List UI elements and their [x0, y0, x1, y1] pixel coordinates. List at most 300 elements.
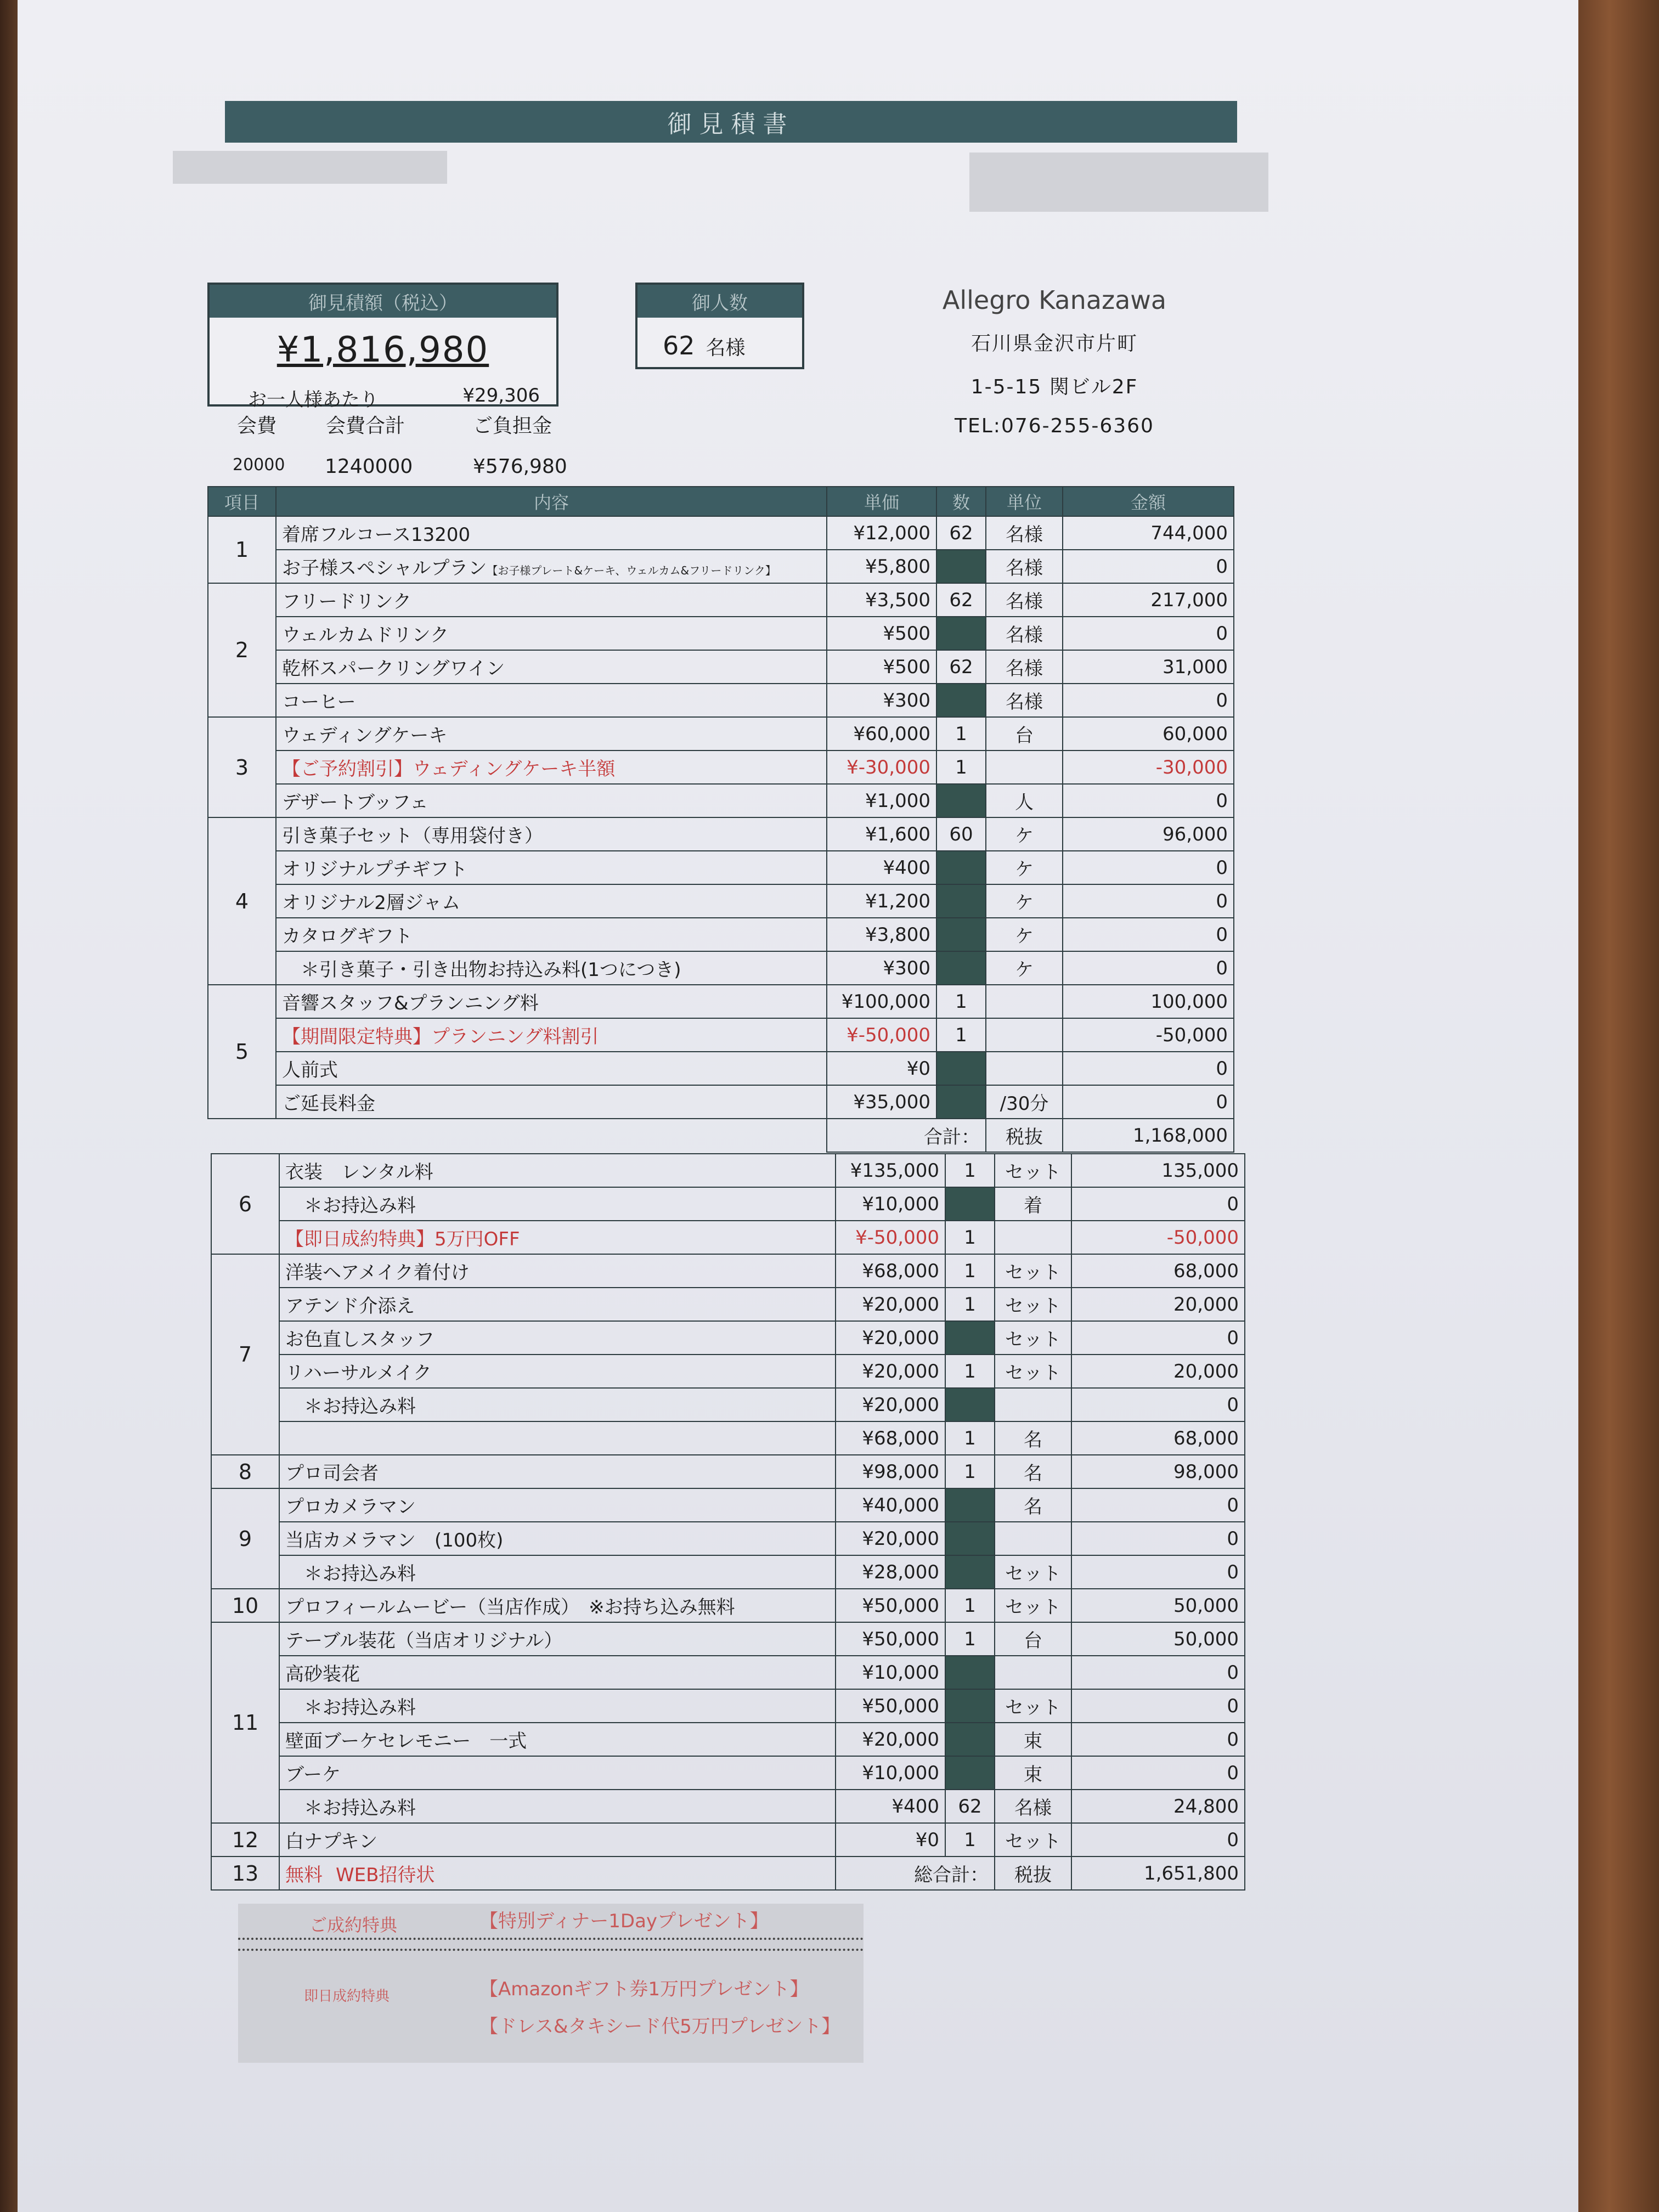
- table-row: [211, 1154, 1245, 1187]
- quantity: [945, 1723, 995, 1756]
- subtotal-value: 1,168,000: [1063, 1119, 1234, 1152]
- per-person-value: ¥29,306: [462, 385, 540, 407]
- guest-count-value: 62: [663, 331, 695, 360]
- quantity: 1: [945, 1589, 995, 1622]
- table-row: [211, 1388, 1245, 1421]
- item-name: [279, 1154, 836, 1187]
- company-address-1: 石川県金沢市片町: [970, 332, 1138, 355]
- unit: 束: [995, 1756, 1071, 1790]
- unit-price: ¥10,000: [836, 1756, 945, 1790]
- subtotal-label: 合計：: [827, 1119, 986, 1152]
- quantity: [945, 1756, 995, 1790]
- unit: 名様: [986, 516, 1063, 550]
- line-amount: 0: [1063, 550, 1234, 583]
- item-name-text: デザートブッフェ: [282, 792, 428, 814]
- item-name: [279, 1723, 836, 1756]
- unit-price: ¥20,000: [836, 1723, 945, 1756]
- item-name-text: ＊お持込み料: [285, 1396, 416, 1418]
- unit: ケ: [986, 817, 1063, 851]
- line-amount: 135,000: [1071, 1154, 1245, 1187]
- unit: セット: [995, 1321, 1071, 1355]
- line-amount: 0: [1071, 1187, 1245, 1221]
- item-name: [279, 1288, 836, 1321]
- table-row: [211, 1221, 1245, 1254]
- line-amount: 0: [1071, 1656, 1245, 1689]
- line-amount: 0: [1063, 918, 1234, 951]
- quantity: [936, 550, 986, 583]
- line-amount: 0: [1071, 1488, 1245, 1522]
- unit-price: ¥35,000: [827, 1085, 936, 1119]
- unit: 名様: [986, 583, 1063, 617]
- guest-count-unit: 名様: [706, 337, 746, 359]
- guest-count-box: [635, 283, 804, 369]
- item-name: [279, 1355, 836, 1388]
- divider-1: [238, 1938, 864, 1940]
- unit: [986, 751, 1063, 784]
- line-amount: 68,000: [1071, 1421, 1245, 1455]
- quantity: 1: [945, 1254, 995, 1288]
- quantity: [936, 784, 986, 817]
- company-address-2: 1-5-15 関ビル2F: [970, 376, 1138, 398]
- line-amount: 0: [1071, 1723, 1245, 1756]
- unit: [986, 1018, 1063, 1052]
- quantity: 62: [936, 650, 986, 684]
- unit-price: ¥500: [827, 650, 936, 684]
- item-name: [276, 918, 827, 951]
- unit: セット: [995, 1355, 1071, 1388]
- line-amount: -50,000: [1071, 1221, 1245, 1254]
- unit-price: ¥300: [827, 684, 936, 717]
- unit-price: ¥300: [827, 951, 936, 985]
- unit-price: ¥5,800: [827, 550, 936, 583]
- item-name-text: ウェディングケーキ: [282, 725, 448, 747]
- item-name-text: ウェルカムドリンク: [282, 624, 449, 646]
- company-tel: TEL:076-255-6360: [955, 415, 1154, 437]
- quantity: 1: [945, 1622, 995, 1656]
- quantity: [945, 1555, 995, 1589]
- quantity: [936, 884, 986, 918]
- quantity: 1: [945, 1421, 995, 1455]
- unit: ケ: [986, 918, 1063, 951]
- table-row: [211, 1823, 1245, 1857]
- line-amount: 0: [1063, 1052, 1234, 1085]
- line-amount: 0: [1063, 851, 1234, 884]
- unit-price: ¥-50,000: [827, 1018, 936, 1052]
- item-name: [279, 1388, 836, 1421]
- company-name: Allegro Kanazawa: [942, 285, 1167, 315]
- unit-price: ¥10,000: [836, 1656, 945, 1689]
- item-number: 11: [211, 1622, 279, 1823]
- unit-price: ¥68,000: [836, 1421, 945, 1455]
- line-amount: 0: [1063, 784, 1234, 817]
- item-name: [279, 1622, 836, 1656]
- benefit-text-1: 【特別ディナー1Dayプレゼント】: [479, 1910, 769, 1932]
- table-row: [208, 1018, 1234, 1052]
- header-amount: 金額: [1063, 487, 1234, 516]
- quantity: 60: [936, 817, 986, 851]
- item-name-text: 【期間限定特典】プランニング料割引: [282, 1026, 599, 1048]
- quantity: [936, 684, 986, 717]
- item-name-text: ご延長料金: [282, 1093, 375, 1115]
- benefit-text-2: 【Amazonギフト券1万円プレゼント】: [479, 1978, 809, 2000]
- item-number: 6: [211, 1154, 279, 1254]
- unit: 台: [995, 1622, 1071, 1656]
- estimate-table-1: [207, 486, 1234, 1153]
- line-amount: 0: [1063, 884, 1234, 918]
- line-amount: 0: [1071, 1522, 1245, 1555]
- subtotal-row: [208, 1119, 1234, 1152]
- unit-price: ¥400: [836, 1790, 945, 1823]
- table-row: [208, 516, 1234, 550]
- unit: 名: [995, 1421, 1071, 1455]
- fee-label: 会費: [237, 415, 277, 437]
- table-row: [211, 1421, 1245, 1455]
- line-amount: 0: [1071, 1388, 1245, 1421]
- unit-price: ¥3,500: [827, 583, 936, 617]
- unit-price: ¥1,600: [827, 817, 936, 851]
- unit: セット: [995, 1254, 1071, 1288]
- item-name-text: 引き菓子セット（専用袋付き）: [282, 825, 543, 847]
- line-amount: 100,000: [1063, 985, 1234, 1018]
- quantity: [945, 1522, 995, 1555]
- estimate-amount-label: 御見積額（税込）: [210, 285, 556, 318]
- item-name: [276, 817, 827, 851]
- item-name-text: アテンド介添え: [285, 1295, 415, 1317]
- item-name: [276, 1085, 827, 1119]
- unit: [986, 1052, 1063, 1085]
- unit-price: ¥98,000: [836, 1455, 945, 1488]
- table-row: [208, 817, 1234, 851]
- item-name-text: お色直しスタッフ: [285, 1329, 435, 1351]
- unit-price: ¥0: [836, 1823, 945, 1857]
- quantity: [936, 951, 986, 985]
- item-name: [276, 1052, 827, 1085]
- item-name: [276, 1018, 827, 1052]
- quantity: 1: [945, 1823, 995, 1857]
- item-name-text: ブーケ: [285, 1764, 341, 1786]
- unit: [986, 985, 1063, 1018]
- line-amount: 0: [1071, 1321, 1245, 1355]
- line-amount: -50,000: [1063, 1018, 1234, 1052]
- table-row: [211, 1522, 1245, 1555]
- table-row: [208, 583, 1234, 617]
- estimate-amount: ¥1,816,980: [276, 330, 489, 370]
- quantity: [945, 1689, 995, 1723]
- item-name-text: オリジナルプチギフト: [282, 859, 468, 881]
- table-row: [211, 1689, 1245, 1723]
- quantity: 1: [945, 1355, 995, 1388]
- unit: 着: [995, 1187, 1071, 1221]
- per-person-label: お一人様あたり: [248, 389, 379, 411]
- table-row: [211, 1355, 1245, 1388]
- item-name-text: 【ご予約割引】ウェディングケーキ半額: [282, 758, 616, 780]
- item-name: [279, 1790, 836, 1823]
- item-name-text: ＊お持込み料: [285, 1697, 416, 1719]
- quantity: [936, 851, 986, 884]
- item-name: [279, 1589, 836, 1622]
- item-name: [276, 684, 827, 717]
- item-name-text: プロカメラマン: [285, 1496, 416, 1518]
- redacted-date-block: [969, 153, 1268, 212]
- table-row: [211, 1455, 1245, 1488]
- unit-price: ¥20,000: [836, 1388, 945, 1421]
- unit-price: ¥1,000: [827, 784, 936, 817]
- line-amount: 0: [1063, 684, 1234, 717]
- grand-total-tax: 税抜: [995, 1857, 1071, 1890]
- table-row: [211, 1187, 1245, 1221]
- item-name-text: フリードリンク: [282, 591, 411, 613]
- web-invitation-label: WEB招待状: [336, 1864, 435, 1886]
- item-number: 7: [211, 1254, 279, 1455]
- quantity: [945, 1321, 995, 1355]
- unit-price: ¥20,000: [836, 1321, 945, 1355]
- table-row: [208, 617, 1234, 650]
- line-amount: 0: [1071, 1756, 1245, 1790]
- item-name: [276, 784, 827, 817]
- item-name: [276, 550, 827, 583]
- item-number: 12: [211, 1823, 279, 1857]
- line-amount: 744,000: [1063, 516, 1234, 550]
- item-name-text: 衣装 レンタル料: [285, 1161, 433, 1183]
- quantity: 62: [945, 1790, 995, 1823]
- item-name: [276, 717, 827, 751]
- unit-price: ¥60,000: [827, 717, 936, 751]
- item-name-text: オリジナル2層ジャム: [282, 892, 461, 914]
- table-row: [208, 550, 1234, 583]
- item-name-text: プロフィールムービー（当店作成） ※お持ち込み無料: [285, 1596, 735, 1618]
- line-amount: 50,000: [1071, 1589, 1245, 1622]
- quantity: 1: [936, 985, 986, 1018]
- item-name: [276, 951, 827, 985]
- estimate-table-2: [211, 1153, 1245, 1891]
- item-number: 13: [211, 1857, 279, 1890]
- table-row: [208, 985, 1234, 1018]
- quantity: [945, 1187, 995, 1221]
- table-row: [211, 1756, 1245, 1790]
- unit: 名: [995, 1488, 1071, 1522]
- item-name: [279, 1689, 836, 1723]
- blank-cell: [208, 1119, 827, 1152]
- quantity: [936, 1052, 986, 1085]
- item-name: [279, 1522, 836, 1555]
- unit-price: ¥500: [827, 617, 936, 650]
- item-name-text: お子様スペシャルプラン: [282, 557, 487, 579]
- item-name-text: ＊引き菓子・引き出物お持込み料(1つにつき): [282, 959, 681, 981]
- unit: セット: [995, 1288, 1071, 1321]
- benefit-text-3: 【ドレス&タキシード代5万円プレゼント】: [479, 2016, 840, 2038]
- unit: ケ: [986, 851, 1063, 884]
- table-row: [208, 751, 1234, 784]
- item-name: [276, 617, 827, 650]
- item-name-text: カタログギフト: [282, 926, 413, 947]
- unit-price: ¥50,000: [836, 1622, 945, 1656]
- item-name-text: リハーサルメイク: [285, 1362, 432, 1384]
- item-name: [279, 1488, 836, 1522]
- item-name: [276, 851, 827, 884]
- unit: セット: [995, 1555, 1071, 1589]
- line-amount: -30,000: [1063, 751, 1234, 784]
- unit-price: ¥-30,000: [827, 751, 936, 784]
- header-unit: 単位: [986, 487, 1063, 516]
- line-amount: 98,000: [1071, 1455, 1245, 1488]
- fee-total-value: 1240000: [325, 455, 413, 478]
- line-amount: 60,000: [1063, 717, 1234, 751]
- quantity: [945, 1488, 995, 1522]
- header-qty: 数: [936, 487, 986, 516]
- line-amount: 20,000: [1071, 1355, 1245, 1388]
- item-name: [276, 516, 827, 550]
- item-number: 1: [208, 516, 276, 583]
- table-row: [208, 650, 1234, 684]
- unit-price: ¥1,200: [827, 884, 936, 918]
- item-name: [279, 1656, 836, 1689]
- fee-total-label: 会費合計: [326, 415, 405, 437]
- unit: 名様: [995, 1790, 1071, 1823]
- subtotal-tax: 税抜: [986, 1119, 1063, 1152]
- table-row: [208, 1085, 1234, 1119]
- grand-total-label: 総合計：: [836, 1857, 995, 1890]
- quantity: 1: [936, 717, 986, 751]
- unit-price: ¥20,000: [836, 1522, 945, 1555]
- burden-label: ご負担金: [473, 415, 552, 437]
- item-name: [276, 583, 827, 617]
- item-name-text: 洋装ヘアメイク着付け: [285, 1262, 470, 1284]
- item-number: 8: [211, 1455, 279, 1488]
- unit-price: ¥12,000: [827, 516, 936, 550]
- item-name: [276, 884, 827, 918]
- item-name-text: ＊お持込み料: [285, 1797, 416, 1819]
- line-amount: 0: [1071, 1689, 1245, 1723]
- item-number: 3: [208, 717, 276, 817]
- fee-value: 20000: [233, 455, 285, 475]
- item-number: 9: [211, 1488, 279, 1589]
- unit: セット: [995, 1589, 1071, 1622]
- table-row: [211, 1488, 1245, 1522]
- item-name-text: 着席フルコース13200: [282, 524, 471, 546]
- item-name: [279, 1756, 836, 1790]
- header-content: 内容: [276, 487, 827, 516]
- unit: 名様: [986, 617, 1063, 650]
- redacted-customer-name: [173, 151, 447, 184]
- unit-price: ¥20,000: [836, 1288, 945, 1321]
- wood-table-background: [1577, 0, 1659, 2212]
- line-amount: 0: [1071, 1555, 1245, 1589]
- unit: [995, 1522, 1071, 1555]
- table-row: [208, 717, 1234, 751]
- quantity: 1: [936, 751, 986, 784]
- item-name-text: 高砂装花: [285, 1663, 360, 1685]
- unit: ケ: [986, 951, 1063, 985]
- quantity: 1: [945, 1221, 995, 1254]
- quantity: 1: [936, 1018, 986, 1052]
- line-amount: 0: [1063, 1085, 1234, 1119]
- unit: 束: [995, 1723, 1071, 1756]
- table-row: [208, 851, 1234, 884]
- unit: 名様: [986, 650, 1063, 684]
- unit: 名: [995, 1455, 1071, 1488]
- item-name-text: テーブル装花（当店オリジナル）: [285, 1630, 563, 1652]
- item-name: [279, 1455, 836, 1488]
- unit-price: ¥68,000: [836, 1254, 945, 1288]
- unit: ケ: [986, 884, 1063, 918]
- table-header: [208, 487, 1234, 516]
- unit: 名様: [986, 684, 1063, 717]
- grand-total-value: 1,651,800: [1071, 1857, 1245, 1890]
- item-name: [279, 1221, 836, 1254]
- guest-count-label: 御人数: [637, 285, 802, 318]
- unit-price: ¥3,800: [827, 918, 936, 951]
- item-name-text: コーヒー: [282, 691, 356, 713]
- table-row: [211, 1656, 1245, 1689]
- unit-price: ¥10,000: [836, 1187, 945, 1221]
- unit-price: ¥50,000: [836, 1689, 945, 1723]
- unit: [995, 1221, 1071, 1254]
- estimate-sheet: [18, 0, 1578, 2212]
- unit-price: ¥100,000: [827, 985, 936, 1018]
- item-name-text: 白ナプキン: [285, 1831, 378, 1853]
- benefit-label-2: 即日成約特典: [304, 1988, 390, 2005]
- item-name-text: ＊お持込み料: [285, 1563, 416, 1585]
- quantity: 1: [945, 1288, 995, 1321]
- table-row: [211, 1790, 1245, 1823]
- table-row: [208, 918, 1234, 951]
- contract-benefits: [238, 1904, 864, 2063]
- unit-price: ¥-50,000: [836, 1221, 945, 1254]
- item-name: [279, 1857, 836, 1890]
- item-name: [276, 985, 827, 1018]
- quantity: 62: [936, 516, 986, 550]
- estimate-amount-box: [207, 283, 558, 411]
- item-name: [279, 1321, 836, 1355]
- table-row: [211, 1723, 1245, 1756]
- unit-price: ¥400: [827, 851, 936, 884]
- table-row: [208, 1052, 1234, 1085]
- quantity: [936, 617, 986, 650]
- table-row: [211, 1288, 1245, 1321]
- line-amount: 24,800: [1071, 1790, 1245, 1823]
- line-amount: 0: [1071, 1823, 1245, 1857]
- quantity: 62: [936, 583, 986, 617]
- header-item: 項目: [208, 487, 276, 516]
- unit: 台: [986, 717, 1063, 751]
- unit: 名様: [986, 550, 1063, 583]
- per-person-row: [210, 370, 556, 411]
- table-row: [211, 1254, 1245, 1288]
- unit-price: ¥20,000: [836, 1355, 945, 1388]
- item-name-text: 乾杯スパークリングワイン: [282, 658, 505, 680]
- line-amount: 50,000: [1071, 1622, 1245, 1656]
- quantity: [936, 1085, 986, 1119]
- benefit-label-1: ご成約特典: [309, 1915, 398, 1936]
- unit-price: ¥0: [827, 1052, 936, 1085]
- line-amount: 96,000: [1063, 817, 1234, 851]
- quantity: [936, 918, 986, 951]
- item-name-text: 人前式: [282, 1059, 338, 1081]
- line-amount: 0: [1063, 617, 1234, 650]
- item-number: 4: [208, 817, 276, 985]
- divider-2: [238, 1949, 864, 1951]
- item-name: [279, 1555, 836, 1589]
- table-row: [211, 1622, 1245, 1656]
- item-name-text: 壁面ブーケセレモニー 一式: [285, 1730, 527, 1752]
- unit-price: ¥50,000: [836, 1589, 945, 1622]
- table-row: [208, 951, 1234, 985]
- line-amount: 20,000: [1071, 1288, 1245, 1321]
- item-name: [279, 1254, 836, 1288]
- item-name-text: プロ司会者: [285, 1463, 379, 1485]
- item-number: 5: [208, 985, 276, 1119]
- line-amount: 31,000: [1063, 650, 1234, 684]
